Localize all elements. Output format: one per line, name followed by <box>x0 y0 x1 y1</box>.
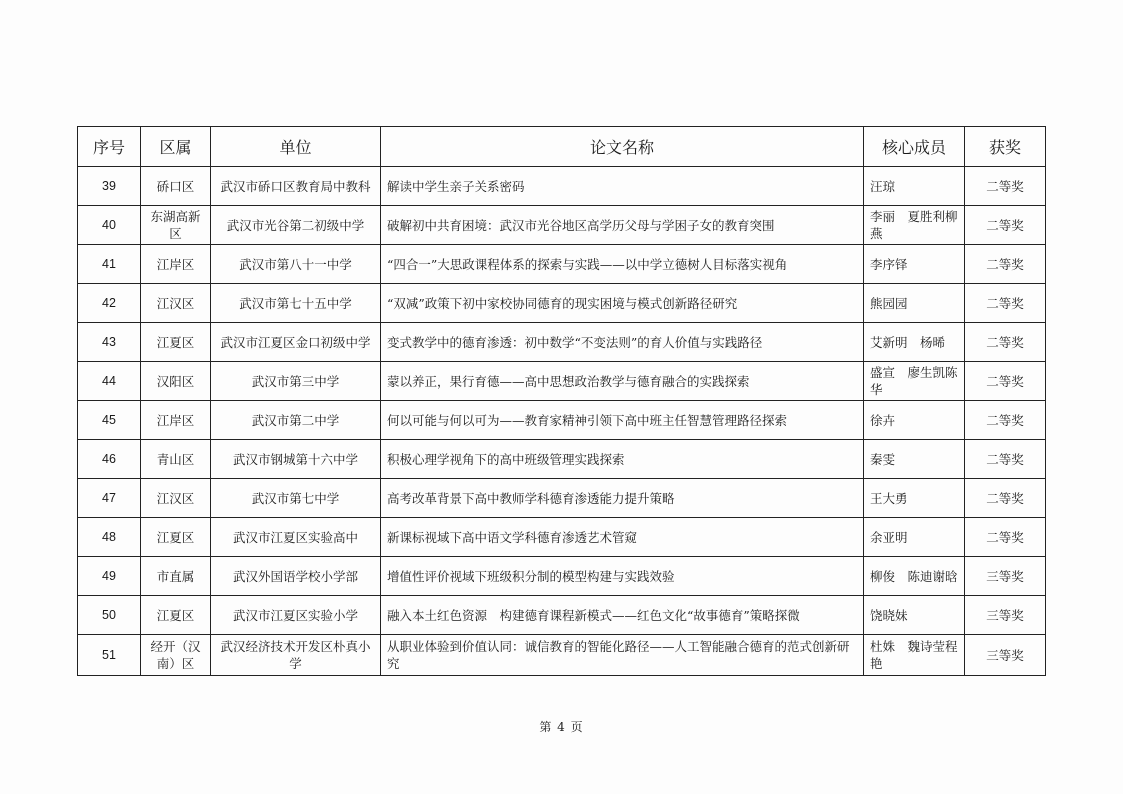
cell-members: 李丽 夏胜利柳燕 <box>864 206 965 245</box>
cell-unit: 武汉外国语学校小学部 <box>211 557 381 596</box>
cell-no: 43 <box>78 323 141 362</box>
header-award: 获奖 <box>965 127 1046 167</box>
table-header-row <box>78 127 1046 167</box>
cell-members: 熊园园 <box>864 284 965 323</box>
cell-award: 三等奖 <box>965 635 1046 676</box>
cell-district: 青山区 <box>141 440 211 479</box>
cell-members: 柳俊 陈迪谢晗 <box>864 557 965 596</box>
table-row <box>78 323 1046 362</box>
table-row <box>78 362 1046 401</box>
cell-no: 44 <box>78 362 141 401</box>
table-row <box>78 635 1046 676</box>
table-row <box>78 401 1046 440</box>
table-row <box>78 596 1046 635</box>
cell-no: 48 <box>78 518 141 557</box>
cell-no: 41 <box>78 245 141 284</box>
awards-table <box>77 126 1046 676</box>
cell-members: 李序铎 <box>864 245 965 284</box>
cell-title: 融入本土红色资源 构建德育课程新模式——红色文化“故事德育”策略探微 <box>381 596 864 635</box>
cell-no: 42 <box>78 284 141 323</box>
cell-unit: 武汉市江夏区实验小学 <box>211 596 381 635</box>
cell-members: 秦雯 <box>864 440 965 479</box>
cell-title: 新课标视域下高中语文学科德育渗透艺术管窥 <box>381 518 864 557</box>
cell-title: 解读中学生亲子关系密码 <box>381 167 864 206</box>
cell-district: 硚口区 <box>141 167 211 206</box>
cell-award: 三等奖 <box>965 596 1046 635</box>
cell-unit: 武汉市硚口区教育局中教科 <box>211 167 381 206</box>
cell-members: 王大勇 <box>864 479 965 518</box>
cell-no: 45 <box>78 401 141 440</box>
cell-award: 二等奖 <box>965 284 1046 323</box>
table-row <box>78 245 1046 284</box>
cell-unit: 武汉市第八十一中学 <box>211 245 381 284</box>
table-row <box>78 440 1046 479</box>
cell-unit: 武汉市钢城第十六中学 <box>211 440 381 479</box>
cell-district: 江汉区 <box>141 284 211 323</box>
cell-award: 二等奖 <box>965 440 1046 479</box>
cell-unit: 武汉市光谷第二初级中学 <box>211 206 381 245</box>
table-row <box>78 557 1046 596</box>
cell-no: 47 <box>78 479 141 518</box>
cell-no: 46 <box>78 440 141 479</box>
cell-members: 徐卉 <box>864 401 965 440</box>
cell-award: 二等奖 <box>965 323 1046 362</box>
header-no: 序号 <box>78 127 141 167</box>
cell-no: 51 <box>78 635 141 676</box>
cell-title: 破解初中共育困境：武汉市光谷地区高学历父母与学困子女的教育突围 <box>381 206 864 245</box>
cell-unit: 武汉市第三中学 <box>211 362 381 401</box>
cell-members: 余亚明 <box>864 518 965 557</box>
cell-no: 39 <box>78 167 141 206</box>
cell-district: 市直属 <box>141 557 211 596</box>
cell-district: 经开（汉南）区 <box>141 635 211 676</box>
table-row <box>78 284 1046 323</box>
cell-members: 艾新明 杨晞 <box>864 323 965 362</box>
cell-district: 江夏区 <box>141 518 211 557</box>
cell-title: 变式教学中的德育渗透：初中数学“不变法则”的育人价值与实践路径 <box>381 323 864 362</box>
table-row <box>78 167 1046 206</box>
cell-title: 高考改革背景下高中教师学科德育渗透能力提升策略 <box>381 479 864 518</box>
page-number: 第 4 页 <box>539 720 584 734</box>
cell-no: 40 <box>78 206 141 245</box>
cell-district: 江夏区 <box>141 323 211 362</box>
cell-no: 49 <box>78 557 141 596</box>
cell-title: 增值性评价视域下班级积分制的模型构建与实践效验 <box>381 557 864 596</box>
cell-members: 盛宣 廖生凯陈华 <box>864 362 965 401</box>
cell-members: 汪琼 <box>864 167 965 206</box>
cell-unit: 武汉经济技术开发区朴真小学 <box>211 635 381 676</box>
cell-award: 二等奖 <box>965 479 1046 518</box>
cell-district: 江夏区 <box>141 596 211 635</box>
cell-title: 蒙以养正，果行育德——高中思想政治教学与德育融合的实践探索 <box>381 362 864 401</box>
cell-award: 三等奖 <box>965 557 1046 596</box>
cell-unit: 武汉市第七中学 <box>211 479 381 518</box>
cell-award: 二等奖 <box>965 167 1046 206</box>
cell-title: 积极心理学视角下的高中班级管理实践探索 <box>381 440 864 479</box>
cell-award: 二等奖 <box>965 518 1046 557</box>
cell-no: 50 <box>78 596 141 635</box>
header-district: 区属 <box>141 127 211 167</box>
table-row <box>78 479 1046 518</box>
cell-unit: 武汉市第七十五中学 <box>211 284 381 323</box>
cell-district: 江岸区 <box>141 245 211 284</box>
table-row <box>78 518 1046 557</box>
cell-unit: 武汉市江夏区实验高中 <box>211 518 381 557</box>
header-unit: 单位 <box>211 127 381 167</box>
cell-award: 二等奖 <box>965 245 1046 284</box>
cell-award: 二等奖 <box>965 362 1046 401</box>
cell-title: “四合一”大思政课程体系的探索与实践——以中学立德树人目标落实视角 <box>381 245 864 284</box>
cell-unit: 武汉市第二中学 <box>211 401 381 440</box>
cell-title: 从职业体验到价值认同：诚信教育的智能化路径——人工智能融合德育的范式创新研究 <box>381 635 864 676</box>
cell-members: 杜姝 魏诗莹程艳 <box>864 635 965 676</box>
cell-district: 江岸区 <box>141 401 211 440</box>
header-members: 核心成员 <box>864 127 965 167</box>
cell-district: 东湖高新区 <box>141 206 211 245</box>
cell-district: 江汉区 <box>141 479 211 518</box>
cell-title: “双减”政策下初中家校协同德育的现实困境与模式创新路径研究 <box>381 284 864 323</box>
cell-unit: 武汉市江夏区金口初级中学 <box>211 323 381 362</box>
cell-award: 二等奖 <box>965 401 1046 440</box>
cell-members: 饶晓妹 <box>864 596 965 635</box>
cell-title: 何以可能与何以可为——教育家精神引领下高中班主任智慧管理路径探索 <box>381 401 864 440</box>
cell-award: 二等奖 <box>965 206 1046 245</box>
table-row <box>78 206 1046 245</box>
header-title: 论文名称 <box>381 127 864 167</box>
cell-district: 汉阳区 <box>141 362 211 401</box>
